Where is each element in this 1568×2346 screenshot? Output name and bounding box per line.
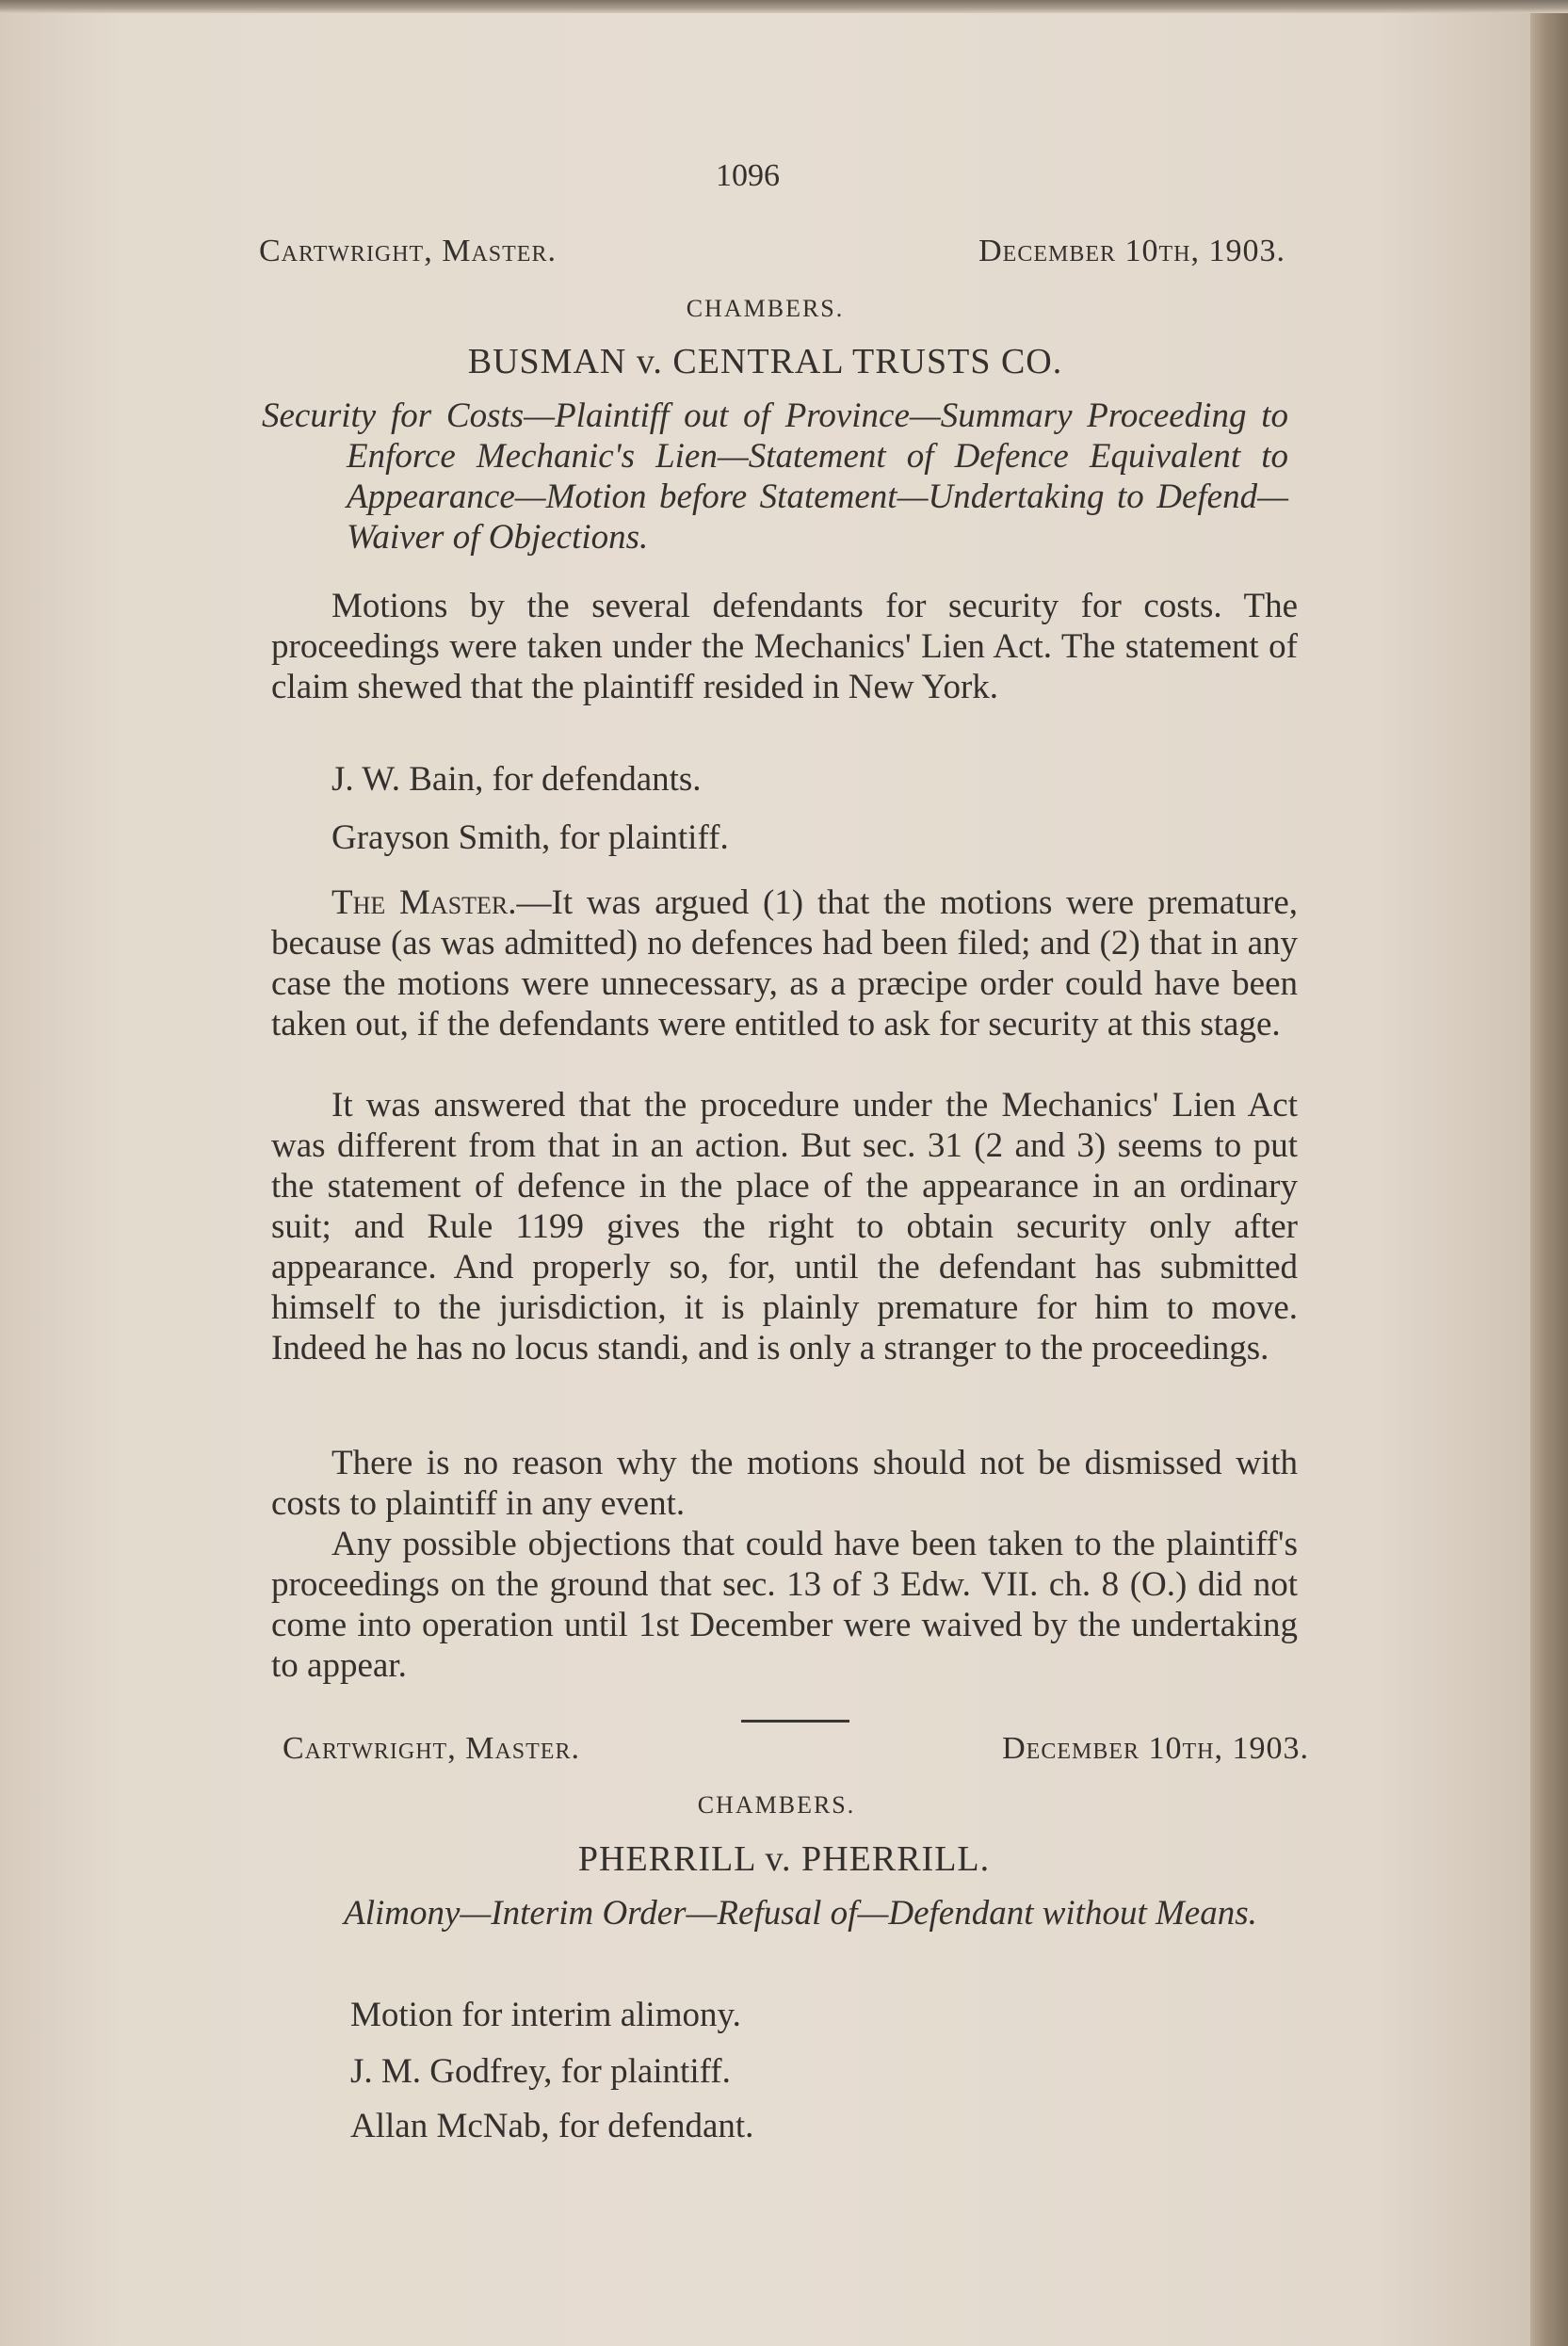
case1-judgment-p4: Any possible objections that could have been taken to the plaintiff's proceedings on the ground that sec. 13 of 3 Edw. VII. ch. 8 (O.) did not come into operation until 1st December were waived by the undertaking to appear. xyxy=(271,1525,1298,1685)
case2-counsel-defendant: Allan McNab, for defendant. xyxy=(350,2107,754,2145)
judgment-lead: The Master. xyxy=(331,883,517,922)
case2-judge: Cartwright, Master. xyxy=(283,1731,580,1766)
case1-judge: Cartwright, Master. xyxy=(259,234,557,268)
case1-counsel-defendants: J. W. Bain, for defendants. xyxy=(331,760,702,799)
case2-title: PHERRILL v. PHERRILL. xyxy=(577,1839,991,1879)
case2-headnote: Alimony—Interim Order—Refusal of—Defendant without Means. xyxy=(344,1894,1257,1933)
page-number: 1096 xyxy=(716,158,780,193)
page-top-edge xyxy=(0,0,1568,13)
case1-header-row xyxy=(259,234,1285,269)
case1-counsel-plaintiff: Grayson Smith, for plaintiff. xyxy=(331,818,729,857)
case1-facts: Motions by the several defendants for security for costs. The proceedings were taken under the Mechanics' Lien Act. The statement of claim shewed that the plaintiff resided in New York. xyxy=(271,587,1298,706)
case1-judgment-p2: It was answered that the procedure under the Mechanics' Lien Act was different from that in an action. But sec. 31 (2 and 3) seems to put the statement of defence in the place of the appearance in an ordinary suit; and Rule 1199 gives the right to obtain security only after appearance. And properly so, for, until the defendant has submitted himself to the jurisdiction, it is plainly premature for him to move. Indeed he has no locus standi, and is only a stranger to the proceedings. xyxy=(271,1086,1298,1367)
case1-title: BUSMAN v. CENTRAL TRUSTS CO. xyxy=(467,342,1063,381)
case1-judgment-p1 xyxy=(271,882,1298,1044)
case2-date: December 10th, 1903. xyxy=(1002,1731,1309,1766)
book-binding xyxy=(1530,0,1568,2346)
case2-facts: Motion for interim alimony. xyxy=(350,1996,741,2034)
judgment-p1-text: —It was argued (1) that the motions were premature, because (as was admitted) no defences had been filed; and (2) that in any case the motions were unnecessary, as a præcipe order could have been taken out, if the defendants were entitled to ask for security at this stage. xyxy=(271,883,1299,1044)
case1-judgment-p3: There is no reason why the motions should not be dismissed with costs to plaintiff in any event. xyxy=(271,1444,1298,1523)
case1-headnote: Security for Costs—Plaintiff out of Province—Summary Proceeding to Enforce Mechanic's Lien—Statement of Defence Equivalent to Appearance—Motion before Statement—Undertaking to Defend—Waiver of Objections. xyxy=(262,396,1288,557)
case2-counsel-plaintiff: J. M. Godfrey, for plaintiff. xyxy=(350,2052,731,2091)
case2-court: CHAMBERS. xyxy=(697,1791,856,1819)
case1-date: December 10th, 1903. xyxy=(978,234,1285,268)
case2-header-row xyxy=(283,1731,1309,1767)
case1-court: CHAMBERS. xyxy=(686,295,845,322)
section-divider xyxy=(741,1720,849,1723)
